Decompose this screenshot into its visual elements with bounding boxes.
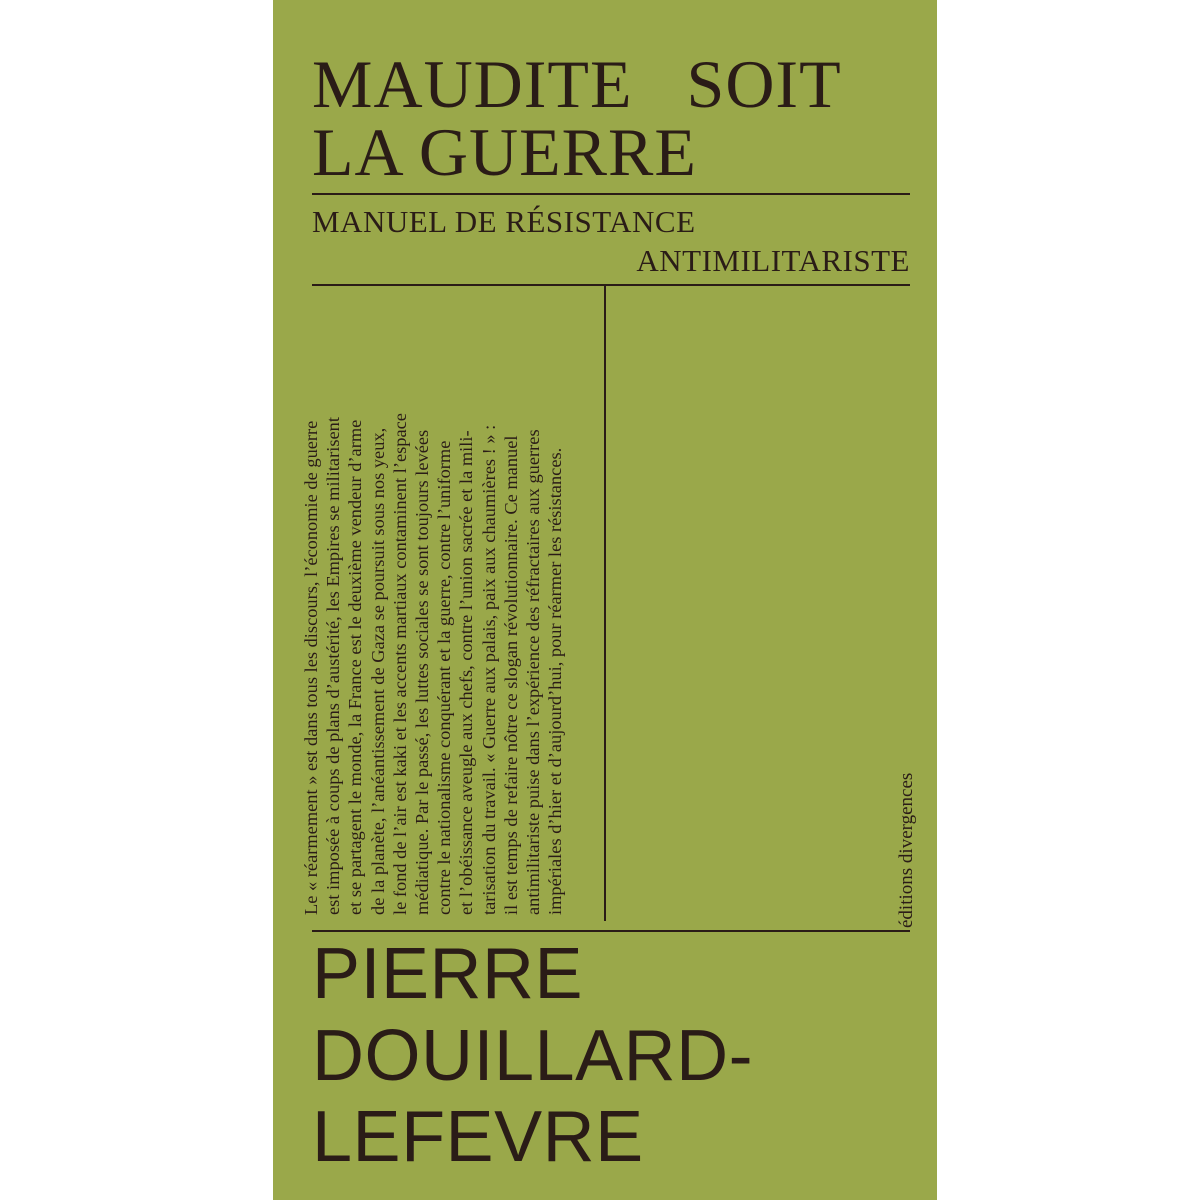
divider-above-author	[312, 930, 910, 932]
blurb-line: médiatique. Par le passé, les luttes sociales se sont toujours levées	[412, 429, 433, 915]
author-name-line-1: PIERRE	[312, 934, 584, 1014]
divider-under-subtitle	[312, 284, 910, 286]
blurb-line: tarisation du travail. « Guerre aux palais, paix aux chaumières ! » :	[478, 424, 499, 915]
blurb-line: et l’obéissance aveugle aux chefs, contre l’union sacrée et la mili-	[456, 430, 477, 915]
blurb-text	[300, 301, 566, 915]
blurb-line: est imposée à coups de plans d’austérité, les Empires se militarisent	[323, 417, 344, 915]
blurb-line: et se partagent le monde, la France est le deuxième vendeur d’arme	[345, 419, 366, 915]
book-title-line-1: MAUDITE SOIT	[312, 46, 842, 122]
blurb-line: Le « réarmement » est dans tous les discours, l’économie de guerre	[301, 420, 321, 915]
divider-under-title	[312, 193, 910, 195]
author-name-line-2: DOUILLARD-	[312, 1016, 754, 1096]
blurb-line: antimilitariste puise dans l’expérience des réfractaires aux guerres	[523, 429, 544, 915]
blurb-line: il est temps de refaire nôtre ce slogan révolutionnaire. Ce manuel	[500, 435, 521, 915]
blurb-line: impériales d’hier et d’aujourd’hui, pour réarmer les résistances.	[545, 447, 566, 915]
subtitle-line-2: ANTIMILITARISTE	[636, 243, 910, 278]
author-name-line-3: LEFEVRE	[312, 1097, 644, 1177]
book-title-line-2: LA GUERRE	[312, 114, 697, 190]
blurb-line: le fond de l’air est kaki et les accents martiaux contaminent l’espace	[389, 413, 410, 915]
blurb-column-divider	[604, 285, 606, 921]
blurb-line: de la planète, l’anéantissement de Gaza se poursuit sous nos yeux,	[367, 427, 388, 915]
blurb-line: contre le nationalisme conquérant et la guerre, contre l’uniforme	[434, 440, 455, 915]
subtitle-line-1: MANUEL DE RÉSISTANCE	[312, 204, 696, 239]
publisher-name: éditions divergences	[896, 772, 917, 928]
